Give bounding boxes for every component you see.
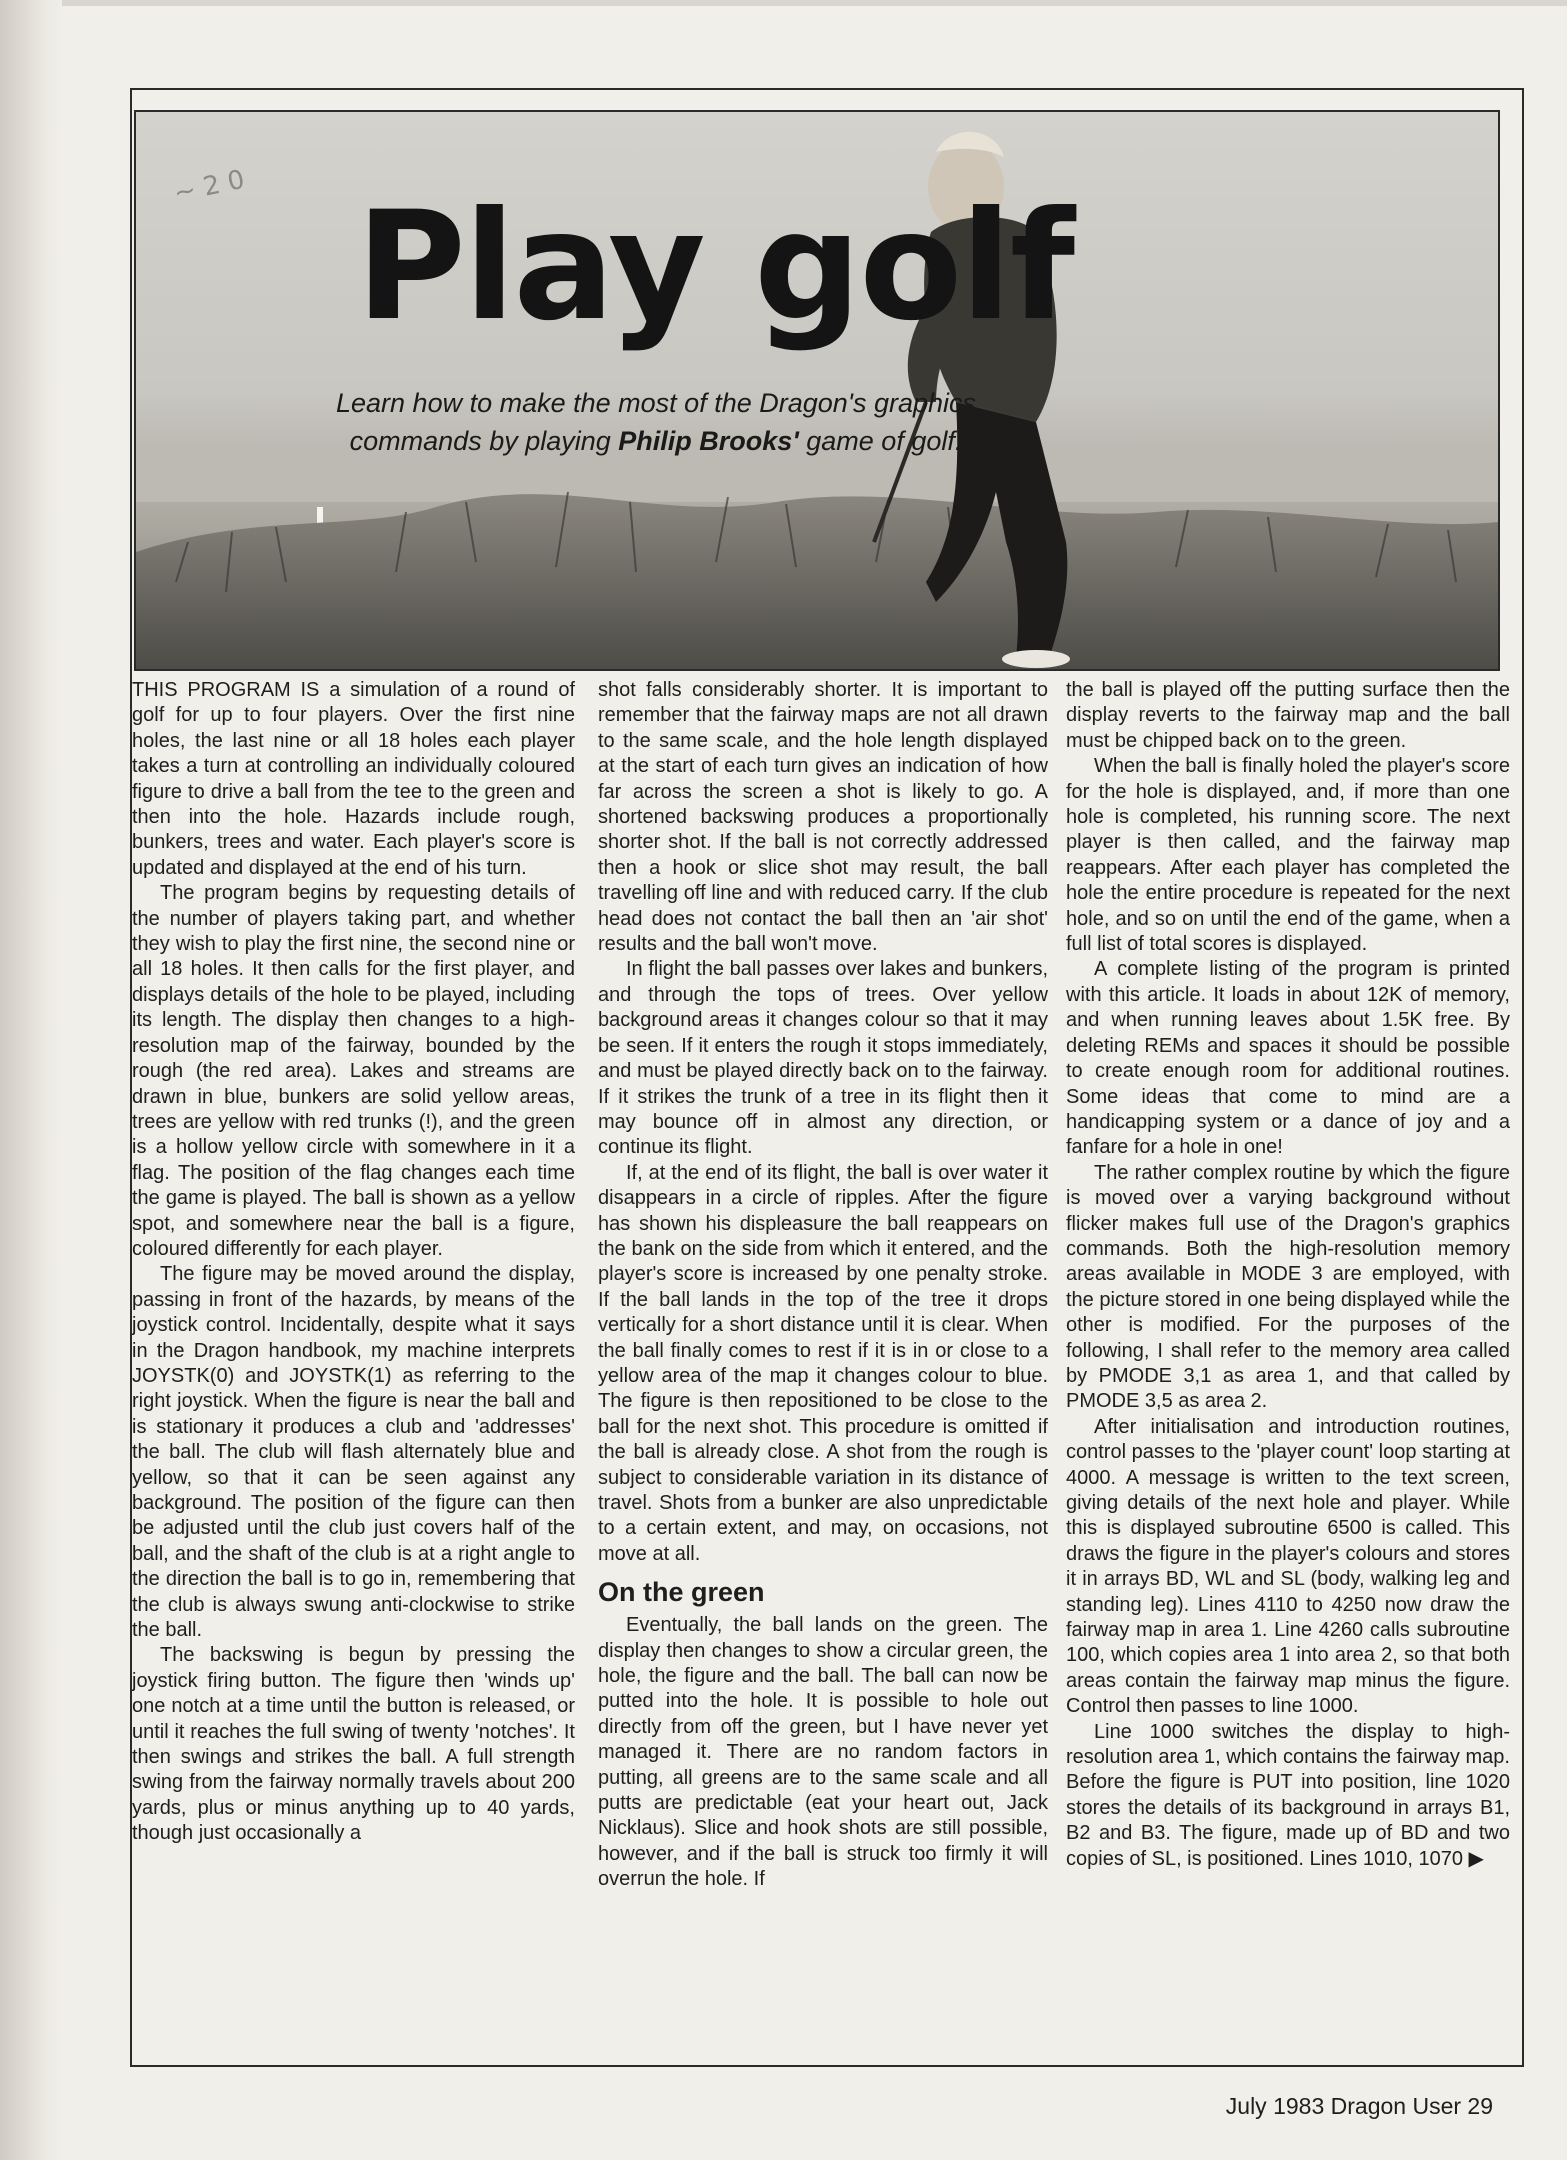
paragraph: In flight the ball passes over lakes and bunkers, and through the tops of trees. Over yellow background areas it changes colour so that it may be seen. If it enters the rough it stops immediately, and must be played directly back on to the fairway. If it strikes the trunk of a tree in its flight then it may bounce off in almost any direction, or continue its flight. [598, 958, 1048, 1159]
paragraph: When the ball is finally holed the player's score for the hole is displayed, and, if more than one hole is completed, his running score. The next player is then called, and the fairway map reappears. After each player has completed the hole the entire procedure is repeated for the next hole, and so on until the end of the game, when a full list of total scores is displayed. [1066, 755, 1510, 956]
paragraph: THIS PROGRAM IS a simulation of a round of golf for up to four players. Over the first nine holes, the last nine or all 18 holes each player takes a turn at controlling an individually coloured figure to drive a ball from the tee to the green and then into the hole. Hazards include rough, bunkers, trees and water. Each player's score is updated and displayed at the end of his turn. [132, 679, 575, 879]
paragraph: The figure may be moved around the display, passing in front of the hazards, by means of the joystick control. Incidentally, despite what it says in the Dragon handbook, my machine interprets JOYSTK(0) and JOYSTK(1) as referring to the right joystick. When the figure is near the ball and is stationary it produces a club and 'addresses' the ball. The club will flash alternately blue and yellow, so that it can be seen against any background. The position of the figure can then be adjusted until the club just covers half of the ball, and the shaft of the club is at a right angle to the direction the ball is to go in, remembering that the club is always swung anti-clockwise to strike the ball. [132, 1263, 575, 1642]
paragraph: Eventually, the ball lands on the green. The display then changes to show a circular green, the hole, the figure and the ball. The ball can now be putted into the hole. It is possible to hole out directly from off the green, but I have never yet managed it. There are no random factors in putting, all greens are to the same scale and all putts are predictable (eat your heart out, Jack Nicklaus). Slice and hook shots are still possible, however, and if the ball is struck too firmly it will overrun the hole. If [598, 1614, 1048, 1891]
paragraph: After initialisation and introduction routines, control passes to the 'player count' loop starting at 4000. A message is written to the text screen, giving details of the next hole and player. While this is displayed subroutine 6500 is called. This draws the figure in the player's colours and stores it in arrays BD, WL and SL (body, walking leg and standing leg). Lines 4110 to 4250 now draw the fairway map in area 1. Line 4260 calls subroutine 100, which copies area 1 into area 2, so that both areas contain the fairway map minus the figure. Control then passes to line 1000. [1066, 1415, 1510, 1718]
paragraph: the ball is played off the putting surface then the display reverts to the fairway map and the ball must be chipped back on to the green. [1066, 679, 1510, 752]
paragraph: The backswing is begun by pressing the joystick firing button. The figure then 'winds up' one notch at a time until the button is released, or until it reaches the full swing of twenty 'notches'. It then swings and strikes the ball. A full strength swing from the fairway normally travels about 200 yards, plus or minus anything up to 40 yards, though just occasionally a [132, 1644, 575, 1845]
subtitle-text-end: game of golf. [806, 426, 963, 456]
section-heading: On the green [598, 1577, 765, 1608]
paragraph: If, at the end of its flight, the ball is over water it disappears in a circle of ripples. After the figure has shown his displeasure the ball reappears on the bank on the side from which it entered, and the player's score is increased by one penalty stroke. If the ball lands in the top of the tree it drops vertically for a short distance until it is clear. When the ball finally comes to rest if it is in or close to a yellow area of the map it changes colour to blue. The figure is then repositioned to be close to the ball for the next shot. This procedure is omitted if the ball is already close. A shot from the rough is subject to considerable variation in its distance of travel. Shots from a bunker are also unpredictable to a certain extent, and may, on occasions, not move at all. [598, 1161, 1048, 1565]
grass-bank [136, 494, 1498, 669]
paragraph: shot falls considerably shorter. It is important to remember that the fairway maps are not all drawn to the same scale, and the hole length displayed at the start of each turn gives an indication of how far across the screen a shot is likely to go. A shortened backswing produces a proportionally shorter shot. If the ball is not correctly addressed then a hook or slice shot may result, the ball travelling off line and with reduced carry. If the club head does not contact the ball then an 'air shot' results and the ball won't move. [598, 679, 1048, 956]
column-2 [598, 678, 1048, 2038]
article-title: Play golf [356, 180, 1074, 354]
paragraph: The program begins by requesting details of the number of players taking part, and whether they wish to play the first nine, the second nine or all 18 holes. It then calls for the first player, and displays details of the hole to be played, including its length. The display then changes to a high-resolution map of the fairway, bounded by the rough (the red area). Lakes and streams are drawn in blue, bunkers are solid yellow areas, trees are yellow with red trunks (!), and the green is a hollow yellow circle with somewhere in it a flag. The position of the flag changes each time the game is played. The ball is shown as a yellow spot, and somewhere near the ball is a figure, coloured differently for each player. [132, 882, 575, 1260]
page-footer: July 1983 Dragon User 29 [1225, 2093, 1493, 2119]
header-photo [134, 110, 1500, 671]
subtitle-text: Learn how to make the most of the Dragon's graphics commands by playing [336, 388, 976, 456]
page-top-edge [62, 0, 1567, 6]
author-name: Philip Brooks' [618, 426, 799, 456]
paragraph: A complete listing of the program is printed with this article. It loads in about 12K of memory, and when running leaves about 1.5K free. By deleting REMs and spaces it should be possible to create enough room for additional routines. Some ideas that come to mind are a handicapping system or a dance of joy and a fanfare for a hole in one! [1066, 958, 1510, 1159]
article-subtitle [336, 384, 976, 460]
paragraph: The rather complex routine by which the figure is moved over a varying background without flicker makes full use of the Dragon's graphics commands. Both the high-resolution memory areas available in MODE 3 are employed, with the picture stored in one being displayed while the other is modified. For the purposes of the following, I shall refer to the memory area called by PMODE 3,1 as area 1, and that called by PMODE 3,5 as area 2. [1066, 1161, 1510, 1413]
column-3 [1066, 678, 1510, 2038]
column-1 [132, 678, 575, 2038]
pencil-marks: ~ 2 0 [171, 164, 248, 209]
article-body [0, 678, 1567, 2038]
paragraph: Line 1000 switches the display to high-resolution area 1, which contains the fairway map. Before the figure is PUT into position, line 1020 stores the details of its background in arrays B1, B2 and B3. The figure, made up of BD and two copies of SL, is positioned. Lines 1010, 1070 ▶ [1066, 1720, 1510, 1870]
